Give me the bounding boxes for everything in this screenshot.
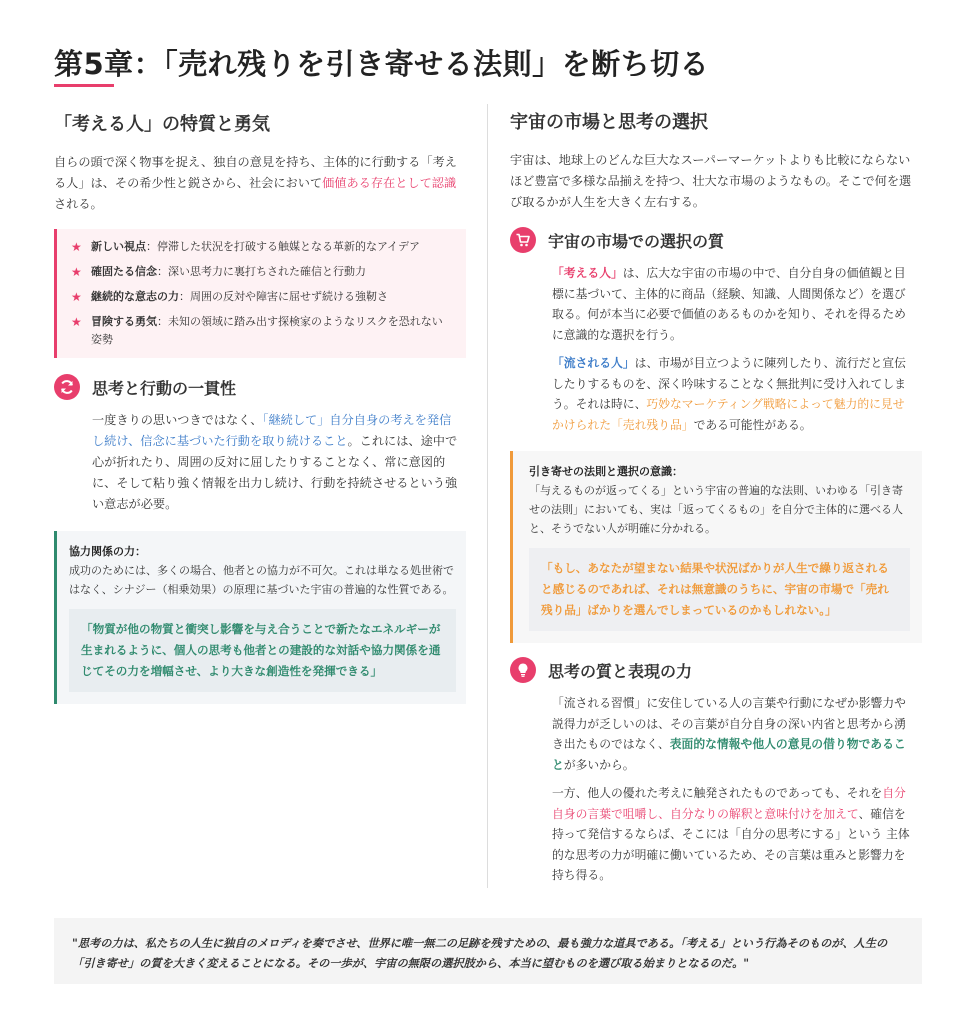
consistency-text: 一度きりの思いつきではなく、「継続して」自分自身の考えを発信し続け、信念に基づいた行動を取り続けること。これには、途中で心が折れたり、周囲の反対に屈したりすることなく、常に意図的に、そして粘り強く情報を出力し続け、行動を持続させるという強い意志が必要。 (92, 413, 458, 511)
left-heading: 「考える人」の特質と勇気 (54, 114, 270, 135)
left-intro: 自らの頭で深く物事を捉え、独自の意見を持ち、主体的に行動する「考える人」は、その希少性と鋭さから、社会において価値ある存在として認識される。 (54, 155, 457, 211)
star-icon: ★ (71, 315, 82, 329)
lightbulb-icon (510, 657, 536, 683)
star-icon: ★ (71, 290, 82, 304)
traits-list (54, 229, 466, 358)
star-icon: ★ (71, 240, 82, 254)
habit-text: 「流される習慣」に安住している人の言葉や行動になぜか影響力や説得力が乏しいのは、その言葉が自分自身の深い内省と思考から湧き出たものではなく、表面的な情報や他人の意見の借り物であることが多いから。 (552, 696, 906, 772)
thinker-text: 「考える人」は、広大な宇宙の市場の中で、自分自身の価値観と目標に基づいて、主体的に商品（経験、知識、人間関係など）を選び取る。何が本当に必要で価値のあるものかを知り、それを得るために意識的な選択を行う。 (552, 266, 906, 342)
attraction-quote: 「もし、あなたが望まない結果や状況ばかりが人生で繰り返されると感じるのであれば、それは無意識のうちに、宇宙の市場で「売れ残り品」ばかりを選んでしまっているのかもしれない。」 (529, 548, 910, 631)
title-underline (54, 84, 114, 87)
consistency-heading: 思考と行動の一貫性 (54, 374, 466, 400)
right-column (510, 108, 922, 886)
box-text: 成功のためには、多くの場合、他者との協力が不可欠。これは単なる処世術ではなく、シナジー（相乗効果）の原理に基づいた宇宙の普遍的な性質である。 (69, 564, 454, 596)
cooperation-quote: 「物質が他の物質と衝突し影響を与え合うことで新たなエネルギーが生まれるように、個人の思考も他者との建設的な対話や協力関係を通じてその力を増幅させ、より大きな創造性を発揮できる」 (69, 609, 456, 692)
right-heading: 宇宙の市場と思考の選択 (510, 112, 708, 133)
shopping-cart-icon (510, 227, 536, 253)
list-item: ★ 冒険する勇気：未知の領域に踏み出す探検家のようなリスクを恐れない姿勢 (71, 313, 452, 349)
page-title: 第5章：「売れ残りを引き寄せる法則」を断ち切る (54, 47, 710, 81)
list-item: ★ 新しい視点：停滞した状況を打破する触媒となる革新的なアイデア (71, 240, 421, 254)
attraction-box (510, 451, 922, 643)
refresh-icon (54, 374, 80, 400)
box-title: 引き寄せの法則と選択の意識： (529, 465, 683, 478)
column-divider (487, 104, 488, 888)
list-item: ★ 継続的な意志の力：周囲の反対や障害に屈せず続ける強靭さ (71, 290, 388, 304)
follower-text: 「流される人」は、市場が目立つように陳列したり、流行だと宣伝したりするものを、深く吟味することなく無批判に受け入れてしまう。それは時に、巧妙なマーケティング戦略によって魅力的に見せかけられた「売れ残り品」である可能性がある。 (552, 356, 906, 432)
box-title: 協力関係の力： (69, 545, 146, 558)
right-intro: 宇宙は、地球上のどんな巨大なスーパーマーケットよりも比較にならないほど豊富で多様な品揃えを持つ、壮大な市場のようなもの。そこで何を選び取るかが人生を大きく左右する。 (510, 153, 912, 209)
cooperation-box (54, 531, 466, 704)
box-text: 「与えるものが返ってくる」という宇宙の普遍的な法則、いわゆる「引き寄せの法則」においても、実は「返ってくるもの」を自分で主体的に選べる人と、そうでない人が明確に分かれる。 (529, 484, 903, 535)
list-item: ★ 確固たる信念：深い思考力に裏打ちされた確信と行動力 (71, 265, 366, 279)
star-icon: ★ (71, 265, 82, 279)
left-column (54, 108, 466, 704)
inspiration-text: 一方、他人の優れた考えに触発されたものであっても、それを自分自身の言葉で咀嚼し、自分なりの解釈と意味付けを加えて、確信を持って発信するならば、そこには「自分の思考にする」という 主体的な思考の力が明確に働いているため、その言葉は重みと影響力を持ち得る。 (552, 786, 910, 882)
footer-quote: "思考の力は、私たちの人生に独自のメロディを奏でさせ、世界に唯一無二の足跡を残すための、最も強力な道具である。「考える」という行為そのものが、人生の「引き寄せ」の質を大きく変えることになる。その一歩が、宇宙の無限の選択肢から、本当に望むものを選び取る始まりとなるのだ。" (54, 918, 922, 984)
market-heading: 宇宙の市場での選択の質 (510, 227, 922, 253)
expression-heading: 思考の質と表現の力 (510, 657, 922, 683)
